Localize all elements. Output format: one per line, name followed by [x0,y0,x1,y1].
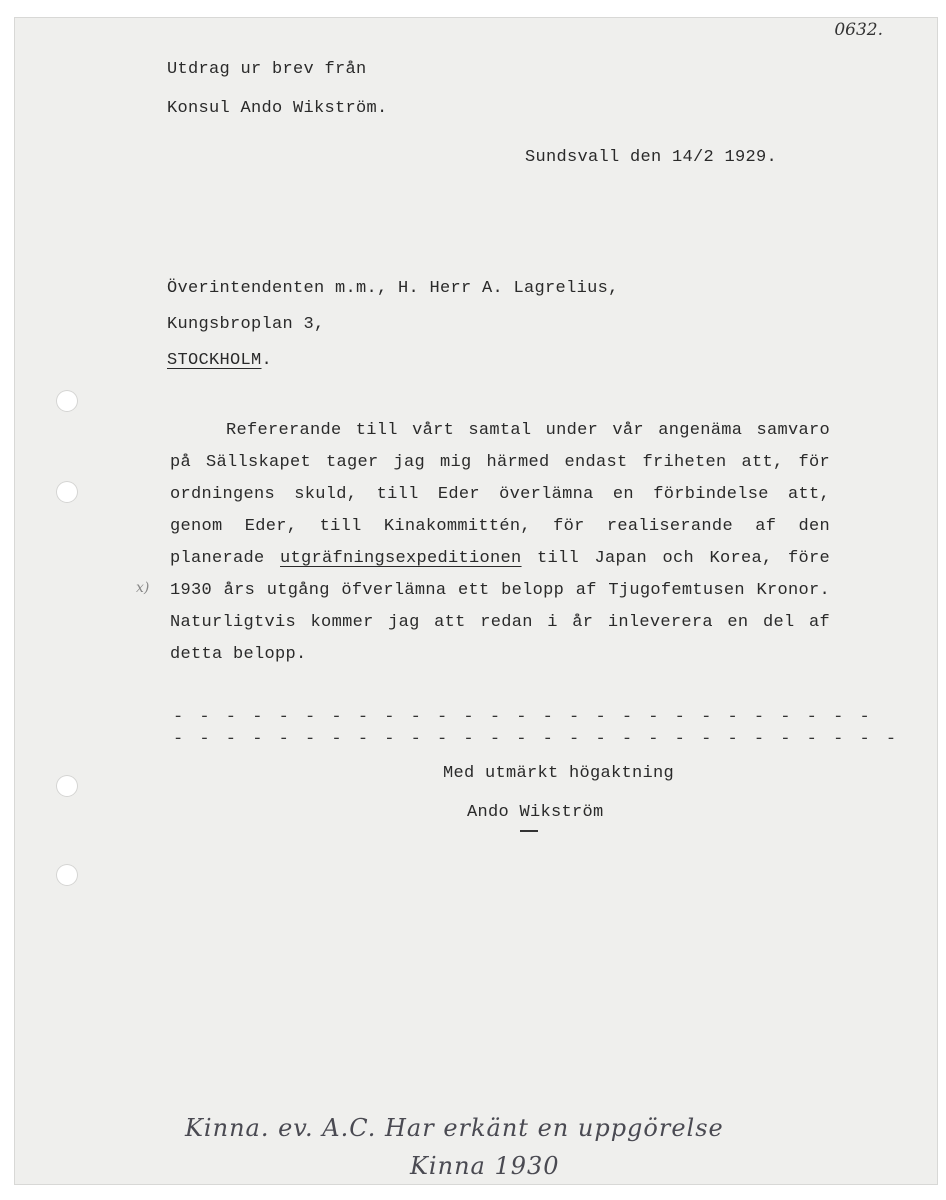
punch-hole [56,864,78,886]
dash-separator-2: - - - - - - - - - - - - - - - - - - - - - - - - - - - - [173,730,900,749]
closing-line: Med utmärkt högaktning [443,764,675,783]
dash-separator-1: - - - - - - - - - - - - - - - - - - - - - - - - - - - [173,708,873,727]
body-text-part-2: till Japan och Korea, före 1930 års utgång öfverlämna ett belopp af Tjugofemtusen Kronor. Naturligtvis kommer jag att redan i år inleverera en del af detta belopp. [170,549,830,664]
signature-underline [520,830,538,832]
header-line-1: Utdrag ur brev från [167,60,367,79]
recipient-city-suffix: . [261,351,273,370]
body-underlined-term: utgräfningsexpeditionen [280,549,522,568]
header-line-2: Konsul Ando Wikström. [167,99,388,118]
recipient-line-1: Överintendenten m.m., H. Herr A. Lagrelius, [167,279,619,298]
recipient-line-2: Kungsbroplan 3, [167,315,325,334]
margin-mark: x) [136,580,150,596]
signature-name: Ando Wikström [467,803,604,822]
punch-hole [56,481,78,503]
recipient-city [167,351,272,370]
handwritten-note-line-1: Kinna. ev. A.C. Har erkänt en uppgörelse [185,1114,724,1142]
body-text-part-1: Refererande till vårt samtal under vår angenäma samvaro på Sällskapet tager jag mig härmed endast friheten att, för ordningens skuld, till Eder överlämna en förbindelse att, genom Eder, till Kinakommittén, för realiserande af den planerade [170,421,830,568]
body-paragraph [170,415,830,671]
punch-hole [56,390,78,412]
handwritten-note-line-2: Kinna 1930 [410,1152,560,1180]
punch-hole [56,775,78,797]
letter-body [170,415,830,671]
recipient-city-name: STOCKHOLM [167,351,262,370]
archive-number: 0632. [834,20,883,40]
dateline: Sundsvall den 14/2 1929. [525,148,778,167]
letter-page [15,18,937,1184]
